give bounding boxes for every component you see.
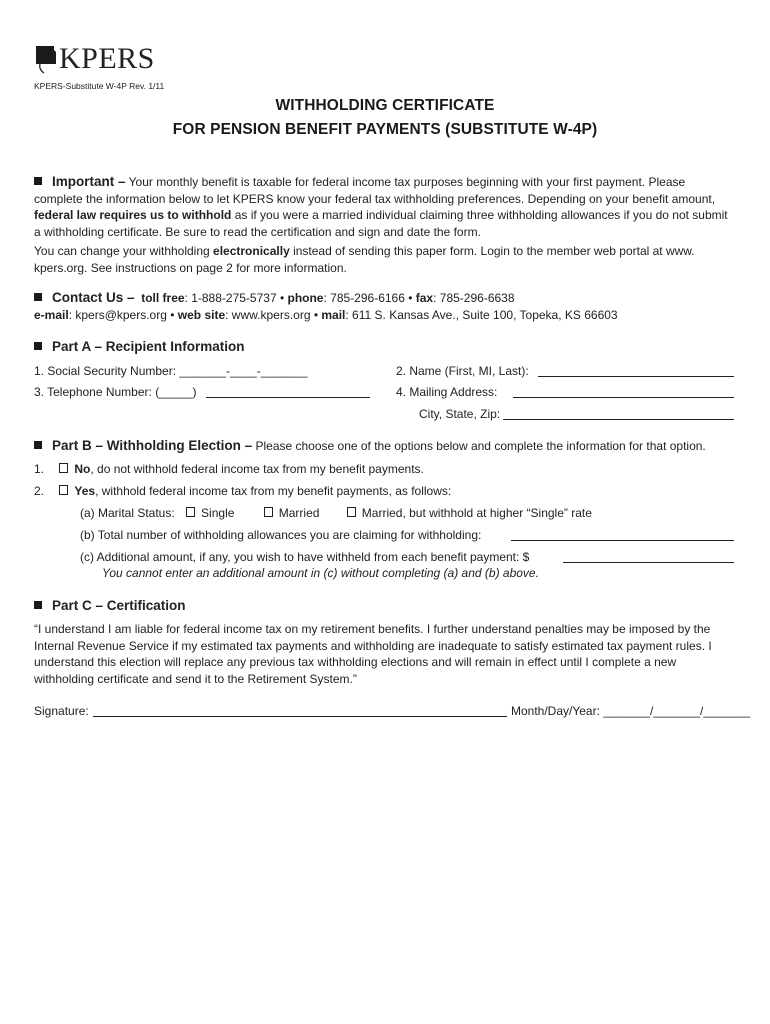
important-paragraph: Important – Your monthly benefit is taxable for federal income tax purposes beginning with your first payment. Please complete the information below to let KPERS know your federal tax withholding preferences. Depending on your benefit amount, federal law requires us to withhold as if you were a married individual claiming three withholding allowances if you do not submit a withholding certificate. Be sure to read the certification and sign and date the form. [34, 174, 728, 239]
form-title-line2: FOR PENSION BENEFIT PAYMENTS (SUBSTITUTE W-4P) [172, 121, 598, 138]
option-yes: 2. Yes, withhold federal income tax from my benefit payments, as follows: [34, 484, 452, 498]
bullet-square-icon [34, 601, 42, 609]
allowances-label: (b) Total number of withholding allowances you are claiming for withholding: [80, 528, 482, 542]
contact-line2: e-mail: kpers@kpers.org • web site: www.kpers.org • mail: 611 S. Kansas Ave., Suite 100, Topeka, KS 66603 [34, 308, 618, 322]
part-c-heading: Part C – Certification [34, 598, 736, 615]
marital-status-row: (a) Marital Status: Single Married Married, but withhold at higher “Single” rate [80, 506, 592, 520]
form-code: KPERS-Substitute W-4P Rev. 1/11 [34, 81, 165, 91]
certification-text: “I understand I am liable for federal income tax on my retirement benefits. I further understand penalties may be imposed by the Internal Revenue Service if my estimated tax payments and withholding are inadequate to satisfy estimated tax payment rules. I understand this election will replace any previous tax withholding elections and will remain in effect until I complete a new withholding certificate and send it to the Retirement System.” [34, 622, 712, 686]
married-single-rate-checkbox[interactable] [347, 507, 356, 517]
married-checkbox[interactable] [264, 507, 273, 517]
telephone-label: 3. Telephone Number: (_____) [34, 385, 197, 399]
signature-field[interactable] [93, 716, 507, 717]
option-no: 1. No, do not withhold federal income tax from my benefit payments. [34, 462, 424, 476]
mailing-address-field[interactable] [513, 397, 734, 398]
bullet-square-icon [34, 293, 42, 301]
bullet-square-icon [34, 177, 42, 185]
single-checkbox[interactable] [186, 507, 195, 517]
allowances-field[interactable] [511, 540, 734, 541]
additional-amount-field[interactable] [563, 562, 734, 563]
yes-checkbox[interactable] [59, 485, 68, 495]
date-field[interactable]: Month/Day/Year: _______/_______/_______ [511, 704, 751, 718]
name-label: 2. Name (First, MI, Last): [396, 364, 529, 378]
no-checkbox[interactable] [59, 463, 68, 473]
city-state-zip-field[interactable] [503, 419, 734, 420]
important-label: Important – [52, 174, 126, 189]
electronic-paragraph: You can change your withholding electronically instead of sending this paper form. Login to the member web portal at www. kpers.org. See instructions on page 2 for more information. [34, 244, 695, 275]
kansas-state-icon [34, 44, 58, 74]
kpers-logo [34, 44, 155, 74]
additional-amount-note: You cannot enter an additional amount in (c) without completing (a) and (b) above. [102, 566, 539, 580]
additional-amount-label: (c) Additional amount, if any, you wish to have withheld from each benefit payment: $ [80, 550, 530, 564]
ssn-field[interactable]: 1. Social Security Number: _______-____-_______ [34, 364, 308, 378]
form-title-line1: WITHHOLDING CERTIFICATE [275, 97, 495, 114]
bullet-square-icon [34, 342, 42, 350]
telephone-field[interactable] [206, 397, 370, 398]
logo-text: KPERS [59, 42, 155, 75]
part-a-heading: Part A – Recipient Information [34, 339, 736, 356]
name-field[interactable] [538, 376, 734, 377]
part-b-heading: Part B – Withholding Election – Please choose one of the options below and complete the information for that option. [34, 438, 736, 455]
city-state-zip-label: City, State, Zip: [419, 407, 501, 421]
signature-label: Signature: [34, 704, 89, 718]
bullet-square-icon [34, 441, 42, 449]
contact-line1: Contact Us – toll free: 1-888-275-5737 • phone: 785-296-6166 • fax: 785-296-6638 [34, 290, 736, 307]
mailing-address-label: 4. Mailing Address: [396, 385, 498, 399]
